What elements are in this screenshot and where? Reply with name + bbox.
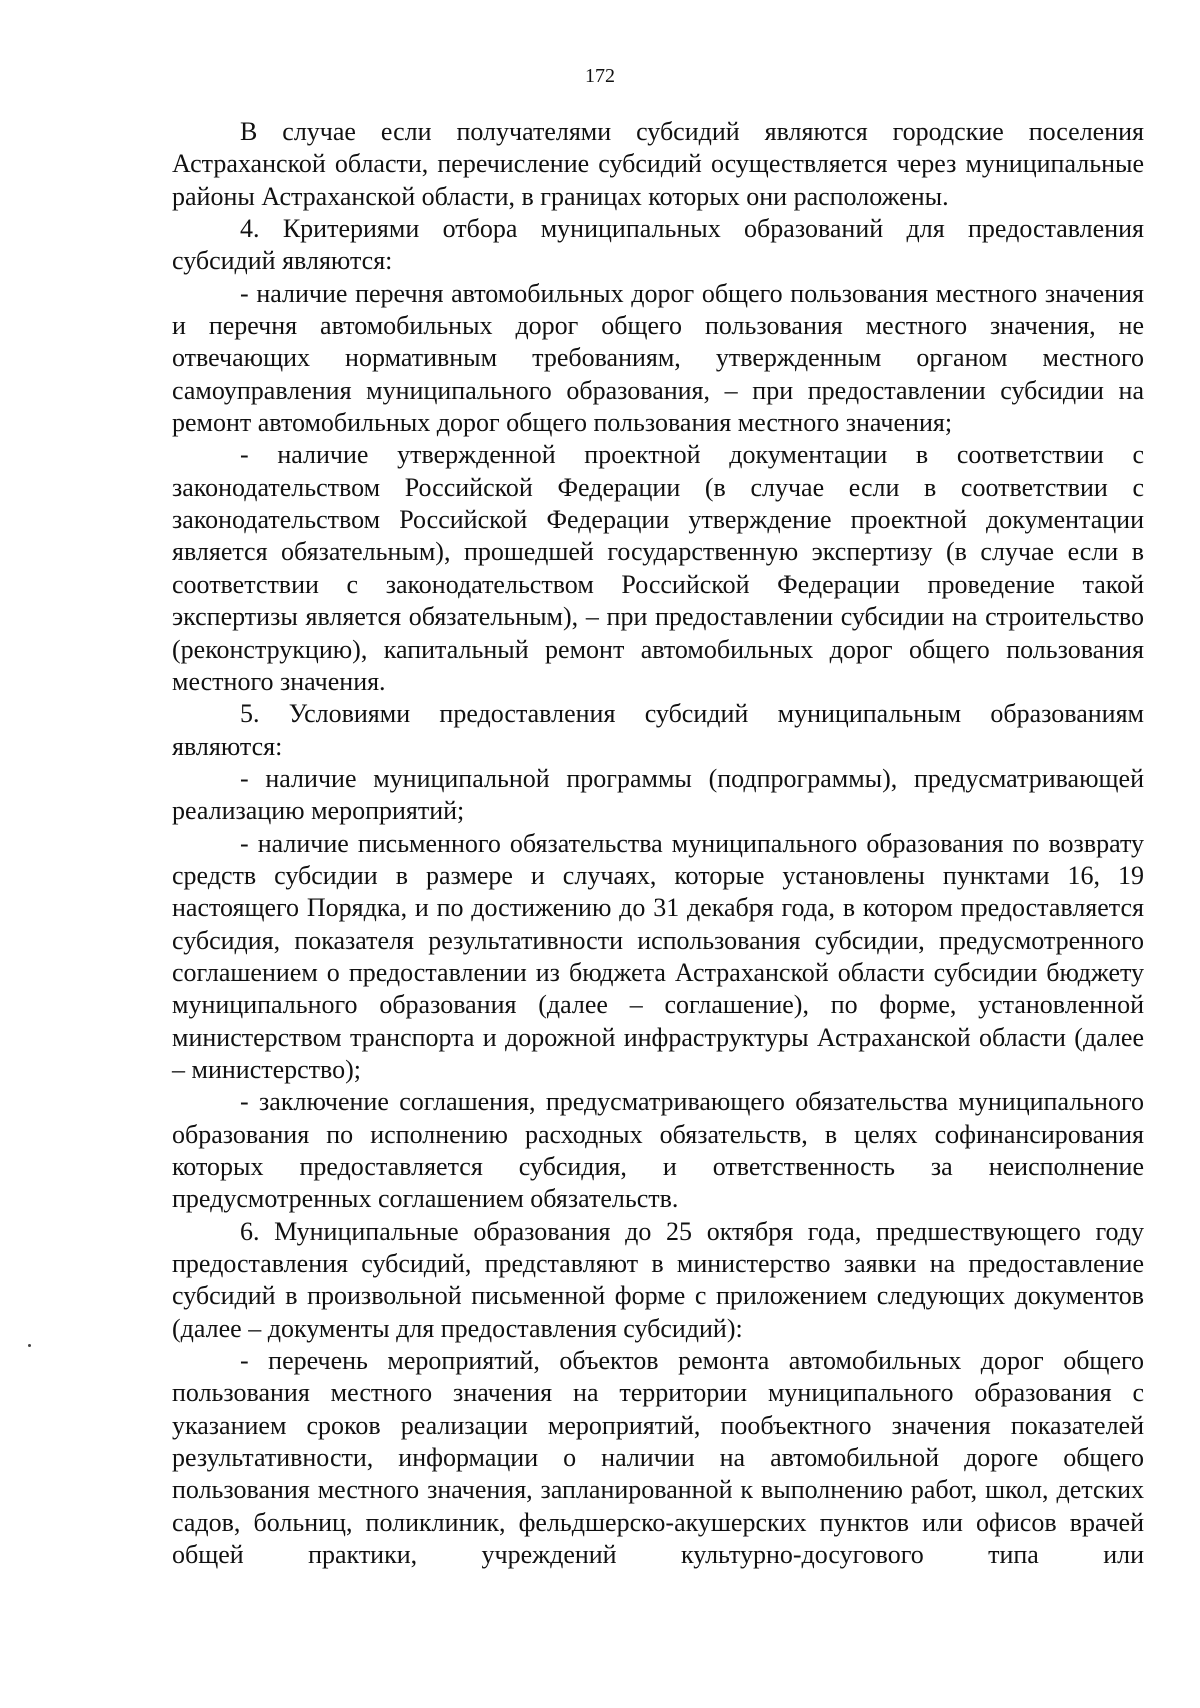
scan-speck xyxy=(28,1344,31,1347)
paragraph-conditions: 5. Условиями предоставления субсидий муниципальным образованиям являются: xyxy=(172,699,1144,761)
paragraph-criteria-project-docs: - наличие утвержденной проектной документации в соответствии с законодательством Российской Федерации (в случае если в соответствии с законодательством Российской Федерации утверждение проектной документации является обязательным), прошедшей государственную экспертизу (в случае если в соответствии с законодательством Российской Федерации проведение такой экспертизы является обязательным), – при предоставлении субсидии на строительство (реконструкцию), капитальный ремонт автомобильных дорог общего пользования местного значения. xyxy=(172,440,1144,696)
paragraph-condition-agreement: - заключение соглашения, предусматривающего обязательства муниципального образования по исполнению расходных обязательств, в целях софинансирования которых предоставляется субсидия, и ответственность за неисполнение предусмотренных соглашением обязательств. xyxy=(172,1087,1144,1214)
paragraph-condition-obligation: - наличие письменного обязательства муниципального образования по возврату средств субсидии в размере и случаях, которые установлены пунктами 16, 19 настоящего Порядка, и по достижению до 31 декабря года, в котором предоставляется субсидия, показателя результативности использования субсидии, предусмотренного соглашением о предоставлении из бюджета Астраханской области субсидии бюджету муниципального образования (далее – соглашение), по форме, установленной министерством транспорта и дорожной инфраструктуры Астраханской области (далее – министерство); xyxy=(172,828,1144,1084)
paragraph-condition-program: - наличие муниципальной программы (подпрограммы), предусматривающей реализацию мероприятий; xyxy=(172,763,1144,826)
paragraph-settlements-transfer: В случае если получателями субсидий являются городские поселения Астраханской области, перечисление субсидий осуществляется через муниципальные районы Астраханской области, в границах которых они расположены. xyxy=(172,117,1144,211)
paragraph-selection-criteria: 4. Критериями отбора муниципальных образований для предоставления субсидий являются: xyxy=(172,214,1144,276)
paragraph-list-of-measures: - перечень мероприятий, объектов ремонта автомобильных дорог общего пользования местного значения на территории муниципального образования с указанием сроков реализации мероприятий, пообъектного значения показателей результативности, информации о наличии на автомобильной дороге общего пользования местного значения, запланированной к выполнению работ, школ, детских садов, больниц, поликлиник, фельдшерско-акушерских пунктов или офисов врачей общей практики, учреждений культурно-досугового типа или xyxy=(172,1346,1144,1570)
page-number: 172 xyxy=(585,65,615,87)
paragraph-criteria-road-list: - наличие перечня автомобильных дорог общего пользования местного значения и перечня автомобильных дорог общего пользования местного значения, не отвечающих нормативным требованиям, утвержденным органом местного самоуправления муниципального образования, – при предоставлении субсидии на ремонт автомобильных дорог общего пользования местного значения; xyxy=(172,278,1144,438)
paragraph-applications: 6. Муниципальные образования до 25 октября года, предшествующего году предоставления субсидий, представляют в министерство заявки на предоставление субсидий в произвольной письменной форме с приложением следующих документов (далее – документы для предоставления субсидий): xyxy=(172,1216,1144,1343)
document-body xyxy=(172,116,1144,1571)
